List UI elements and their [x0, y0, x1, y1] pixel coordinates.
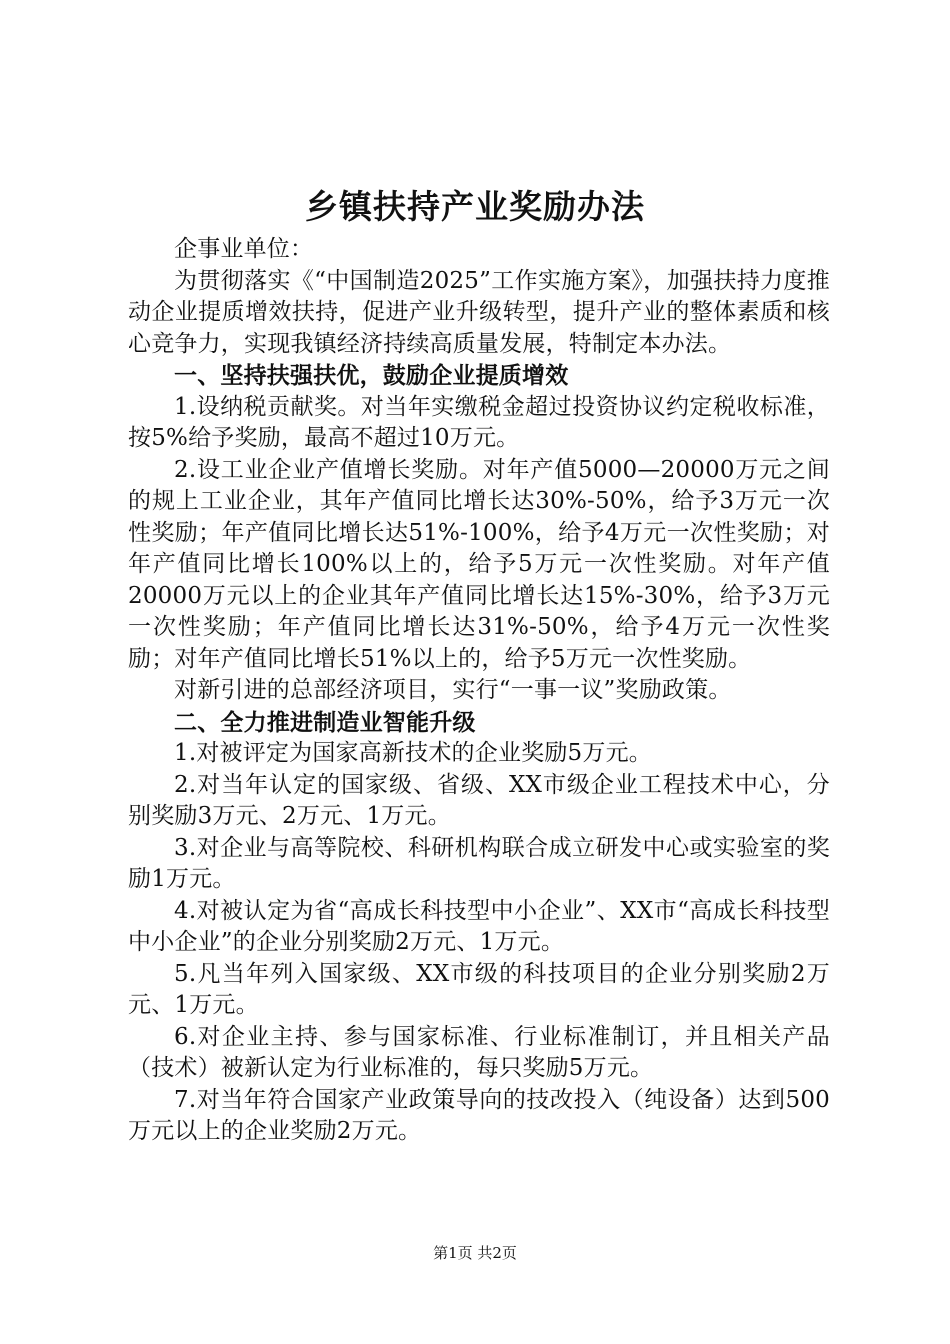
paragraph-item: 2.设工业企业产值增长奖励。对年产值5000—20000万元之间的规上工业企业，其年产值同比增长达30%-50%，给予3万元一次性奖励；年产值同比增长达51%-100%，给予4万元一次性奖励；对年产值同比增长100%以上的，给予5万元一次性奖励。对年产值20000万元以上的企业其年产值同比增长达15%-30%，给予3万元一次性奖励；年产值同比增长达31%-50%，给予4万元一次性奖励；对年产值同比增长51%以上的，给予5万元一次性奖励。 — [128, 456, 830, 672]
paragraph-item: 7.对当年符合国家产业政策导向的技改投入（纯设备）达到500万元以上的企业奖励2万元。 — [128, 1086, 830, 1144]
document-title: 乡镇扶持产业奖励办法 — [305, 187, 645, 226]
paragraph-item: 2.对当年认定的国家级、省级、XX市级企业工程技术中心，分别奖励3万元、2万元、1万元。 — [128, 771, 830, 829]
paragraph-salutation: 企事业单位： — [174, 236, 314, 262]
paragraph-item: 5.凡当年列入国家级、XX市级的科技项目的企业分别奖励2万元、1万元。 — [128, 960, 830, 1018]
document-body — [128, 234, 830, 1148]
page-number-footer: 第1页 共2页 — [433, 1244, 517, 1262]
paragraph-item: 3.对企业与高等院校、科研机构联合成立研发中心或实验室的奖励1万元。 — [128, 834, 830, 892]
paragraph-intro: 为贯彻落实《“中国制造2025”工作实施方案》，加强扶持力度推动企业提质增效扶持，促进产业升级转型，提升产业的整体素质和核心竞争力，实现我镇经济持续高质量发展，特制定本办法。 — [128, 267, 830, 357]
paragraph-item: 对新引进的总部经济项目，实行“一事一议”奖励政策。 — [174, 677, 732, 703]
paragraph-item: 1.设纳税贡献奖。对当年实缴税金超过投资协议约定税收标准，按5%给予奖励，最高不超过10万元。 — [128, 393, 830, 451]
paragraph-item: 4.对被认定为省“高成长科技型中小企业”、XX市“高成长科技型中小企业”的企业分别奖励2万元、1万元。 — [128, 897, 830, 955]
section-heading-2: 二、全力推进制造业智能升级 — [174, 708, 476, 736]
paragraph-item: 6.对企业主持、参与国家标准、行业标准制订，并且相关产品（技术）被新认定为行业标准的，每只奖励5万元。 — [128, 1023, 830, 1081]
paragraph-item: 1.对被评定为国家高新技术的企业奖励5万元。 — [174, 740, 652, 766]
section-heading-1: 一、坚持扶强扶优，鼓励企业提质增效 — [174, 362, 569, 389]
